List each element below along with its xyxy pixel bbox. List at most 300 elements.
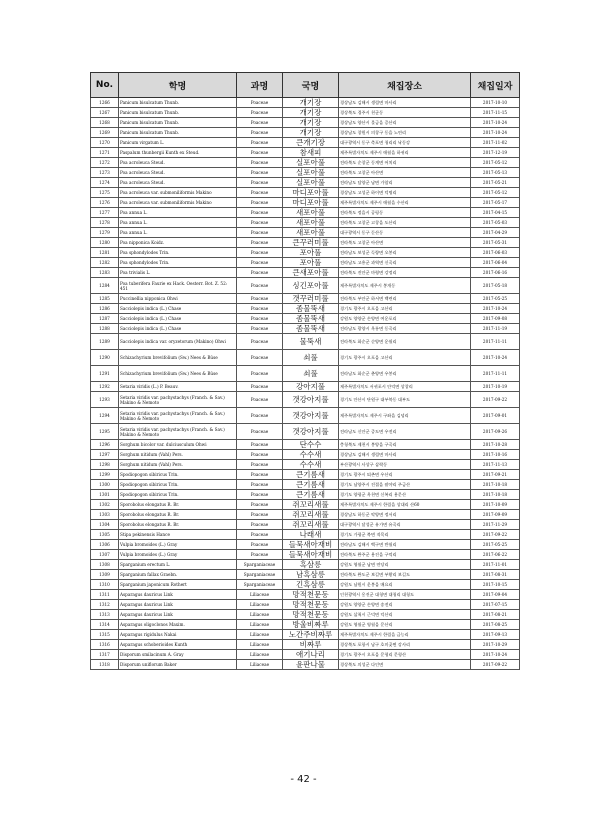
family-name: Poaceae bbox=[237, 168, 283, 178]
collection-site: 경기도 광주시 오포읍 고산리 bbox=[339, 350, 471, 366]
table-body bbox=[91, 98, 520, 670]
collection-site: 강원도 양양군 손양면 송전리 bbox=[339, 600, 471, 610]
scientific-name: Asparagus rigidulus Nakai bbox=[119, 630, 237, 640]
korean-name: 싱긴포아풀 bbox=[283, 278, 339, 294]
scientific-name: Asparagus dauricus Link bbox=[119, 600, 237, 610]
collection-date: 2017-09-22 bbox=[471, 660, 520, 670]
scientific-name: Poa tuberifera Faurie ex Hack. Oesterr. Bot. Z. 52: 451 bbox=[119, 278, 237, 294]
collection-site: 전라북도 화순군 순양면 운월리 bbox=[339, 334, 471, 350]
korean-name: 마디포아풀 bbox=[283, 198, 339, 208]
collection-site: 전라북도 부안군 하서면 백련리 bbox=[339, 294, 471, 304]
collection-site: 전라남도 광양시 옥룡면 동곡리 bbox=[339, 324, 471, 334]
collection-date: 2017-09-09 bbox=[471, 510, 520, 520]
table-row bbox=[91, 294, 520, 304]
table-row bbox=[91, 580, 520, 590]
collection-site: 제주특별자치도 제주시 애월읍 하귀리 bbox=[339, 148, 471, 158]
collection-date: 2017-10-18 bbox=[471, 480, 520, 490]
collection-site: 경상남도 하동군 악양면 정서리 bbox=[339, 510, 471, 520]
korean-name: 갯강아지풀 bbox=[283, 408, 339, 424]
row-number: 1302 bbox=[91, 500, 119, 510]
collection-date: 2017-06-22 bbox=[471, 550, 520, 560]
scientific-name: Spodiopogon sibiricus Trin. bbox=[119, 480, 237, 490]
family-name: Liliaceae bbox=[237, 590, 283, 600]
korean-name: 망적천문동 bbox=[283, 590, 339, 600]
korean-name: 개기장 bbox=[283, 128, 339, 138]
row-number: 1294 bbox=[91, 408, 119, 424]
table-row bbox=[91, 304, 520, 314]
table-row bbox=[91, 500, 520, 510]
collection-site: 경상남도 양산시 물금읍 증산리 bbox=[339, 118, 471, 128]
table-row bbox=[91, 98, 520, 108]
family-name: Poaceae bbox=[237, 382, 283, 392]
collection-date: 2017-10-19 bbox=[471, 382, 520, 392]
scientific-name: Sorghum nitidum (Vahl) Pers. bbox=[119, 460, 237, 470]
family-name: Poaceae bbox=[237, 294, 283, 304]
korean-name: 큰개기장 bbox=[283, 138, 339, 148]
family-name: Poaceae bbox=[237, 304, 283, 314]
collection-site: 경기도 광주시 퇴촌면 우산리 bbox=[339, 470, 471, 480]
row-number: 1304 bbox=[91, 520, 119, 530]
korean-name: 쥐꼬리새풀 bbox=[283, 520, 339, 530]
family-name: Poaceae bbox=[237, 550, 283, 560]
row-number: 1309 bbox=[91, 570, 119, 580]
table-row bbox=[91, 248, 520, 258]
family-name: Poaceae bbox=[237, 138, 283, 148]
row-number: 1295 bbox=[91, 424, 119, 440]
korean-name: 쥐꼬리새풀 bbox=[283, 500, 339, 510]
scientific-name: Poa sphondylodes Trin. bbox=[119, 248, 237, 258]
collection-date: 2017-08-21 bbox=[471, 610, 520, 620]
table-row bbox=[91, 218, 520, 228]
collection-site: 강원도 양양군 손양면 여운포리 bbox=[339, 314, 471, 324]
collection-site: 경상남도 고성군 하이면 덕명리 bbox=[339, 188, 471, 198]
collection-site: 전라북도 고창군 아산면 bbox=[339, 238, 471, 248]
korean-name: 새포아풀 bbox=[283, 218, 339, 228]
family-name: Liliaceae bbox=[237, 620, 283, 630]
scientific-name: Disporum smilacinum A. Gray bbox=[119, 650, 237, 660]
family-name: Poaceae bbox=[237, 108, 283, 118]
collection-date: 2017-05-12 bbox=[471, 158, 520, 168]
row-number: 1310 bbox=[91, 580, 119, 590]
korean-name: 포아풀 bbox=[283, 248, 339, 258]
korean-name: 들묵새아재비 bbox=[283, 540, 339, 550]
korean-name: 쥐꼬리새풀 bbox=[283, 510, 339, 520]
korean-name: 윤판나물 bbox=[283, 660, 339, 670]
collection-date: 2017-08-31 bbox=[471, 570, 520, 580]
family-name: Poaceae bbox=[237, 424, 283, 440]
table-row bbox=[91, 314, 520, 324]
scientific-name: Panicum virgatum L. bbox=[119, 138, 237, 148]
row-number: 1289 bbox=[91, 334, 119, 350]
scientific-name: Poa acroleuca var. submoniliformis Makino bbox=[119, 198, 237, 208]
collection-date: 2017-11-29 bbox=[471, 520, 520, 530]
collection-date: 2017-10-24 bbox=[471, 650, 520, 660]
collection-site: 경기도 가평군 북면 적목리 bbox=[339, 530, 471, 540]
collection-site: 인천광역시 옹진군 대청면 대청리 대청도 bbox=[339, 590, 471, 600]
collection-date: 2017-11-19 bbox=[471, 324, 520, 334]
family-name: Poaceae bbox=[237, 500, 283, 510]
header-family: 과명 bbox=[237, 73, 283, 98]
row-number: 1270 bbox=[91, 138, 119, 148]
collection-site: 충청북도 제천시 봉양읍 구곡리 bbox=[339, 440, 471, 450]
korean-name: 갯강아지풀 bbox=[283, 392, 339, 408]
korean-name: 물뚝새 bbox=[283, 334, 339, 350]
collection-date: 2017-10-16 bbox=[471, 450, 520, 460]
collection-site: 전라북도 완주군 용진읍 구억리 bbox=[339, 550, 471, 560]
collection-site: 전라남도 화순군 춘양면 우봉리 bbox=[339, 366, 471, 382]
scientific-name: Poa acroleuca Steud. bbox=[119, 178, 237, 188]
family-name: Poaceae bbox=[237, 178, 283, 188]
collection-site: 제주특별자치도 제주시 애월읍 수산리 bbox=[339, 198, 471, 208]
row-number: 1281 bbox=[91, 248, 119, 258]
table-row bbox=[91, 460, 520, 470]
row-number: 1266 bbox=[91, 98, 119, 108]
scientific-name: Sacciolepis indica var. oryzetorum (Makino) Ohwi bbox=[119, 334, 237, 350]
korean-name: 큰꾸러미풀 bbox=[283, 238, 339, 248]
table-row bbox=[91, 650, 520, 660]
family-name: Poaceae bbox=[237, 510, 283, 520]
collection-date: 2017-04-29 bbox=[471, 228, 520, 238]
row-number: 1269 bbox=[91, 128, 119, 138]
table-row bbox=[91, 168, 520, 178]
collection-date: 2017-09-22 bbox=[471, 530, 520, 540]
row-number: 1288 bbox=[91, 324, 119, 334]
korean-name: 나래새 bbox=[283, 530, 339, 540]
scientific-name: Poa acroleuca Steud. bbox=[119, 168, 237, 178]
collection-date: 2017-09-22 bbox=[471, 392, 520, 408]
table-row bbox=[91, 520, 520, 530]
scientific-name: Asparagus schoberioides Kunth bbox=[119, 640, 237, 650]
collection-site: 제주특별자치도 제주시 한림읍 상대리 산60 bbox=[339, 500, 471, 510]
korean-name: 큰기름새 bbox=[283, 480, 339, 490]
family-name: Poaceae bbox=[237, 258, 283, 268]
collection-site: 제주특별자치도 서귀포시 안덕면 상창리 bbox=[339, 382, 471, 392]
scientific-name: Vulpia bromoides (L.) Gray bbox=[119, 540, 237, 550]
row-number: 1316 bbox=[91, 640, 119, 650]
korean-name: 실포아풀 bbox=[283, 158, 339, 168]
collection-date: 2017-10-29 bbox=[471, 640, 520, 650]
table-row bbox=[91, 268, 520, 278]
collection-site: 부산광역시 사상구 삼락동 bbox=[339, 460, 471, 470]
table-row bbox=[91, 208, 520, 218]
table-row bbox=[91, 530, 520, 540]
row-number: 1303 bbox=[91, 510, 119, 520]
family-name: Poaceae bbox=[237, 470, 283, 480]
scientific-name: Panicum bisulcatum Thunb. bbox=[119, 98, 237, 108]
table-row bbox=[91, 470, 520, 480]
collection-site: 전라북도 고창군 아산면 bbox=[339, 168, 471, 178]
family-name: Poaceae bbox=[237, 208, 283, 218]
table-row bbox=[91, 640, 520, 650]
collection-site: 경상남도 김해시 생림면 마사리 bbox=[339, 98, 471, 108]
collection-site: 경기도 광주시 오포읍 문형리 문형산 bbox=[339, 650, 471, 660]
row-number: 1279 bbox=[91, 228, 119, 238]
korean-name: 개기장 bbox=[283, 98, 339, 108]
collection-site: 경상남도 창원시 의창구 동읍 노연리 bbox=[339, 128, 471, 138]
scientific-name: Poa sphondylodes Trin. bbox=[119, 258, 237, 268]
collection-date: 2017-06-04 bbox=[471, 258, 520, 268]
scientific-name: Sacciolepis indica (L.) Chase bbox=[119, 304, 237, 314]
collection-date: 2017-05-12 bbox=[471, 188, 520, 198]
collection-date: 2017-09-21 bbox=[471, 470, 520, 480]
row-number: 1277 bbox=[91, 208, 119, 218]
scientific-name: Sorghum nitidum (Vahl) Pers. bbox=[119, 450, 237, 460]
scientific-name: Vulpia bromoides (L.) Gray bbox=[119, 550, 237, 560]
collection-site: 강원도 삼척시 근덕면 덕산리 bbox=[339, 610, 471, 620]
scientific-name: Spodiopogon sibiricus Trin. bbox=[119, 490, 237, 500]
collection-site: 전라남도 신안군 증도면 우전리 bbox=[339, 424, 471, 440]
family-name: Poaceae bbox=[237, 350, 283, 366]
collection-date: 2017-11-01 bbox=[471, 560, 520, 570]
row-number: 1315 bbox=[91, 630, 119, 640]
header-collection-site: 채집장소 bbox=[339, 73, 471, 98]
row-number: 1283 bbox=[91, 268, 119, 278]
family-name: Poaceae bbox=[237, 248, 283, 258]
row-number: 1286 bbox=[91, 304, 119, 314]
scientific-name: Panicum bisulcatum Thunb. bbox=[119, 118, 237, 128]
scientific-name: Sorghum bicolor var. dulciusculum Ohwi bbox=[119, 440, 237, 450]
korean-name: 갯꾸러미풀 bbox=[283, 294, 339, 304]
row-number: 1313 bbox=[91, 610, 119, 620]
collection-site: 경상북도 포항시 남구 호미곶면 강사리 bbox=[339, 640, 471, 650]
table-row bbox=[91, 148, 520, 158]
collection-date: 2017-05-25 bbox=[471, 540, 520, 550]
table-row bbox=[91, 620, 520, 630]
scientific-name: Sparganium japonicum Rothert bbox=[119, 580, 237, 590]
collection-date: 2017-06-16 bbox=[471, 268, 520, 278]
collection-site: 제주특별자치도 제주시 구좌읍 김녕리 bbox=[339, 408, 471, 424]
table-row bbox=[91, 228, 520, 238]
table-header-row bbox=[91, 73, 520, 98]
collection-site: 경기도 광주시 오포읍 고산리 bbox=[339, 304, 471, 314]
row-number: 1290 bbox=[91, 350, 119, 366]
collection-site: 강원도 영월군 남면 연당리 bbox=[339, 560, 471, 570]
korean-name: 갯강아지풀 bbox=[283, 424, 339, 440]
scientific-name: Poa nipponica Koidz. bbox=[119, 238, 237, 248]
table-row bbox=[91, 118, 520, 128]
row-number: 1271 bbox=[91, 148, 119, 158]
header-collection-date: 채집일자 bbox=[471, 73, 520, 98]
collection-site: 전라남도 김해시 백구면 반월리 bbox=[339, 540, 471, 550]
row-number: 1297 bbox=[91, 450, 119, 460]
page-number: - 42 - bbox=[290, 774, 317, 785]
table-row bbox=[91, 510, 520, 520]
scientific-name: Poa acroleuca var. submoniliformis Makino bbox=[119, 188, 237, 198]
collection-date: 2017-11-15 bbox=[471, 108, 520, 118]
korean-name: 큰새포아풀 bbox=[283, 268, 339, 278]
row-number: 1314 bbox=[91, 620, 119, 630]
row-number: 1300 bbox=[91, 480, 119, 490]
collection-site: 경기도 안산시 단원구 대부북동 대부도 bbox=[339, 392, 471, 408]
scientific-name: Poa acroleuca Steud. bbox=[119, 158, 237, 168]
korean-name: 비짜루 bbox=[283, 640, 339, 650]
table-row bbox=[91, 610, 520, 620]
collection-site: 전라북도 진안군 마령면 강정리 bbox=[339, 268, 471, 278]
family-name: Poaceae bbox=[237, 520, 283, 530]
header-korean-name: 국명 bbox=[283, 73, 339, 98]
table-row bbox=[91, 450, 520, 460]
family-name: Poaceae bbox=[237, 540, 283, 550]
table-row bbox=[91, 334, 520, 350]
row-number: 1307 bbox=[91, 550, 119, 560]
scientific-name: Setaria viridis var. pachystachys (Franch. & Sav.) Makino & Nemoto bbox=[119, 408, 237, 424]
scientific-name: Panicum bisulcatum Thunb. bbox=[119, 128, 237, 138]
scientific-name: Sparganium fallax Graebn. bbox=[119, 570, 237, 580]
collection-site: 전라북도 고창군 고창읍 도산리 bbox=[339, 218, 471, 228]
row-number: 1287 bbox=[91, 314, 119, 324]
collection-date: 2017-11-11 bbox=[471, 334, 520, 350]
scientific-name: Schizachyrium brevifolium (Sw.) Nees & Büse bbox=[119, 350, 237, 366]
row-number: 1311 bbox=[91, 590, 119, 600]
family-name: Poaceae bbox=[237, 460, 283, 470]
table-row bbox=[91, 128, 520, 138]
collection-date: 2017-09-04 bbox=[471, 590, 520, 600]
collection-date: 2017-10-24 bbox=[471, 118, 520, 128]
scientific-name: Asparagus oligoclonos Maxim. bbox=[119, 620, 237, 630]
table-row bbox=[91, 392, 520, 408]
row-number: 1272 bbox=[91, 158, 119, 168]
scientific-name: Stipa pekinensis Hance bbox=[119, 530, 237, 540]
table-row bbox=[91, 480, 520, 490]
table-row bbox=[91, 540, 520, 550]
row-number: 1280 bbox=[91, 238, 119, 248]
row-number: 1317 bbox=[91, 650, 119, 660]
family-name: Poaceae bbox=[237, 128, 283, 138]
korean-name: 수수새 bbox=[283, 450, 339, 460]
family-name: Poaceae bbox=[237, 188, 283, 198]
family-name: Poaceae bbox=[237, 440, 283, 450]
scientific-name: Sacciolepis indica (L.) Chase bbox=[119, 314, 237, 324]
family-name: Sparganiaceae bbox=[237, 570, 283, 580]
collection-date: 2017-09-08 bbox=[471, 314, 520, 324]
table-row bbox=[91, 440, 520, 450]
scientific-name: Sporobolus elongatus R. Br. bbox=[119, 510, 237, 520]
collection-date: 2017-10-28 bbox=[471, 440, 520, 450]
collection-date: 2017-10-18 bbox=[471, 490, 520, 500]
collection-date: 2017-08-25 bbox=[471, 620, 520, 630]
collection-site: 제주특별자치도 제주시 봉개동 bbox=[339, 278, 471, 294]
table-row bbox=[91, 350, 520, 366]
scientific-name: Puccinellia nipponica Ohwi bbox=[119, 294, 237, 304]
collection-date: 2017-10-15 bbox=[471, 580, 520, 590]
scientific-name: Asparagus dauricus Link bbox=[119, 590, 237, 600]
row-number: 1275 bbox=[91, 188, 119, 198]
collection-date: 2017-05-18 bbox=[471, 278, 520, 294]
collection-site: 제주특별자치도 제주시 한림읍 금능리 bbox=[339, 630, 471, 640]
scientific-name: Setaria viridis (L.) P. Beauv. bbox=[119, 382, 237, 392]
family-name: Poaceae bbox=[237, 118, 283, 128]
family-name: Poaceae bbox=[237, 324, 283, 334]
collection-date: 2017-05-21 bbox=[471, 178, 520, 188]
collection-site: 전라남도 고흥군 과역면 신곡리 bbox=[339, 258, 471, 268]
scientific-name: Setaria viridis var. pachystachys (Franch. & Sav.) Makino & Nemoto bbox=[119, 424, 237, 440]
table-row bbox=[91, 630, 520, 640]
korean-name: 단수수 bbox=[283, 440, 339, 450]
family-name: Poaceae bbox=[237, 450, 283, 460]
korean-name: 개기장 bbox=[283, 108, 339, 118]
specimen-table bbox=[90, 72, 520, 670]
family-name: Poaceae bbox=[237, 480, 283, 490]
collection-site: 전라북도 정읍시 공평동 bbox=[339, 208, 471, 218]
row-number: 1293 bbox=[91, 392, 119, 408]
scientific-name: Poa annua L. bbox=[119, 218, 237, 228]
scientific-name: Sparganium erectum L. bbox=[119, 560, 237, 570]
row-number: 1305 bbox=[91, 530, 119, 540]
collection-date: 2017-06-03 bbox=[471, 248, 520, 258]
header-scientific-name: 학명 bbox=[119, 73, 237, 98]
scientific-name: Spodiopogon sibiricus Trin. bbox=[119, 470, 237, 480]
collection-site: 전라북도 순창군 동계면 어치리 bbox=[339, 158, 471, 168]
collection-date: 2017-10-24 bbox=[471, 350, 520, 366]
family-name: Poaceae bbox=[237, 228, 283, 238]
family-name: Liliaceae bbox=[237, 610, 283, 620]
korean-name: 남흑삼릉 bbox=[283, 570, 339, 580]
scientific-name: Sacciolepis indica (L.) Chase bbox=[119, 324, 237, 334]
korean-name: 들묵새아재비 bbox=[283, 550, 339, 560]
table-row bbox=[91, 238, 520, 248]
row-number: 1274 bbox=[91, 178, 119, 188]
table-row bbox=[91, 382, 520, 392]
family-name: Poaceae bbox=[237, 490, 283, 500]
family-name: Poaceae bbox=[237, 392, 283, 408]
collection-date: 2017-11-13 bbox=[471, 460, 520, 470]
family-name: Poaceae bbox=[237, 366, 283, 382]
collection-date: 2017-05-03 bbox=[471, 218, 520, 228]
family-name: Poaceae bbox=[237, 198, 283, 208]
table-row bbox=[91, 188, 520, 198]
table-row bbox=[91, 258, 520, 268]
family-name: Liliaceae bbox=[237, 650, 283, 660]
row-number: 1292 bbox=[91, 382, 119, 392]
korean-name: 실포아풀 bbox=[283, 178, 339, 188]
row-number: 1285 bbox=[91, 294, 119, 304]
collection-date: 2017-05-31 bbox=[471, 238, 520, 248]
row-number: 1296 bbox=[91, 440, 119, 450]
korean-name: 노간주비짜루 bbox=[283, 630, 339, 640]
korean-name: 쇠풀 bbox=[283, 350, 339, 366]
scientific-name: Sporobolus elongatus R. Br. bbox=[119, 500, 237, 510]
collection-site: 강원도 남원시 운봉읍 매요리 bbox=[339, 580, 471, 590]
korean-name: 수수새 bbox=[283, 460, 339, 470]
row-number: 1268 bbox=[91, 118, 119, 128]
row-number: 1306 bbox=[91, 540, 119, 550]
family-name: Sparganiaceae bbox=[237, 580, 283, 590]
collection-date: 2017-04-15 bbox=[471, 208, 520, 218]
table-row bbox=[91, 560, 520, 570]
table-row bbox=[91, 550, 520, 560]
table-row bbox=[91, 600, 520, 610]
row-number: 1291 bbox=[91, 366, 119, 382]
collection-site: 경기도 남양주시 진접읍 팔야리 주금산 bbox=[339, 480, 471, 490]
family-name: Poaceae bbox=[237, 334, 283, 350]
row-number: 1276 bbox=[91, 198, 119, 208]
table-row bbox=[91, 198, 520, 208]
family-name: Sparganiaceae bbox=[237, 560, 283, 570]
family-name: Poaceae bbox=[237, 158, 283, 168]
family-name: Liliaceae bbox=[237, 600, 283, 610]
table-row bbox=[91, 138, 520, 148]
row-number: 1308 bbox=[91, 560, 119, 570]
korean-name: 마디포아풀 bbox=[283, 188, 339, 198]
header-no: No. bbox=[91, 73, 119, 98]
korean-name: 큰기름새 bbox=[283, 490, 339, 500]
table-row bbox=[91, 490, 520, 500]
scientific-name: Sporobolus elongatus R. Br. bbox=[119, 520, 237, 530]
collection-date: 2017-05-25 bbox=[471, 294, 520, 304]
collection-date: 2017-10-24 bbox=[471, 128, 520, 138]
scientific-name: Poa trivialis L. bbox=[119, 268, 237, 278]
scientific-name: Asparagus dauricus Link bbox=[119, 610, 237, 620]
